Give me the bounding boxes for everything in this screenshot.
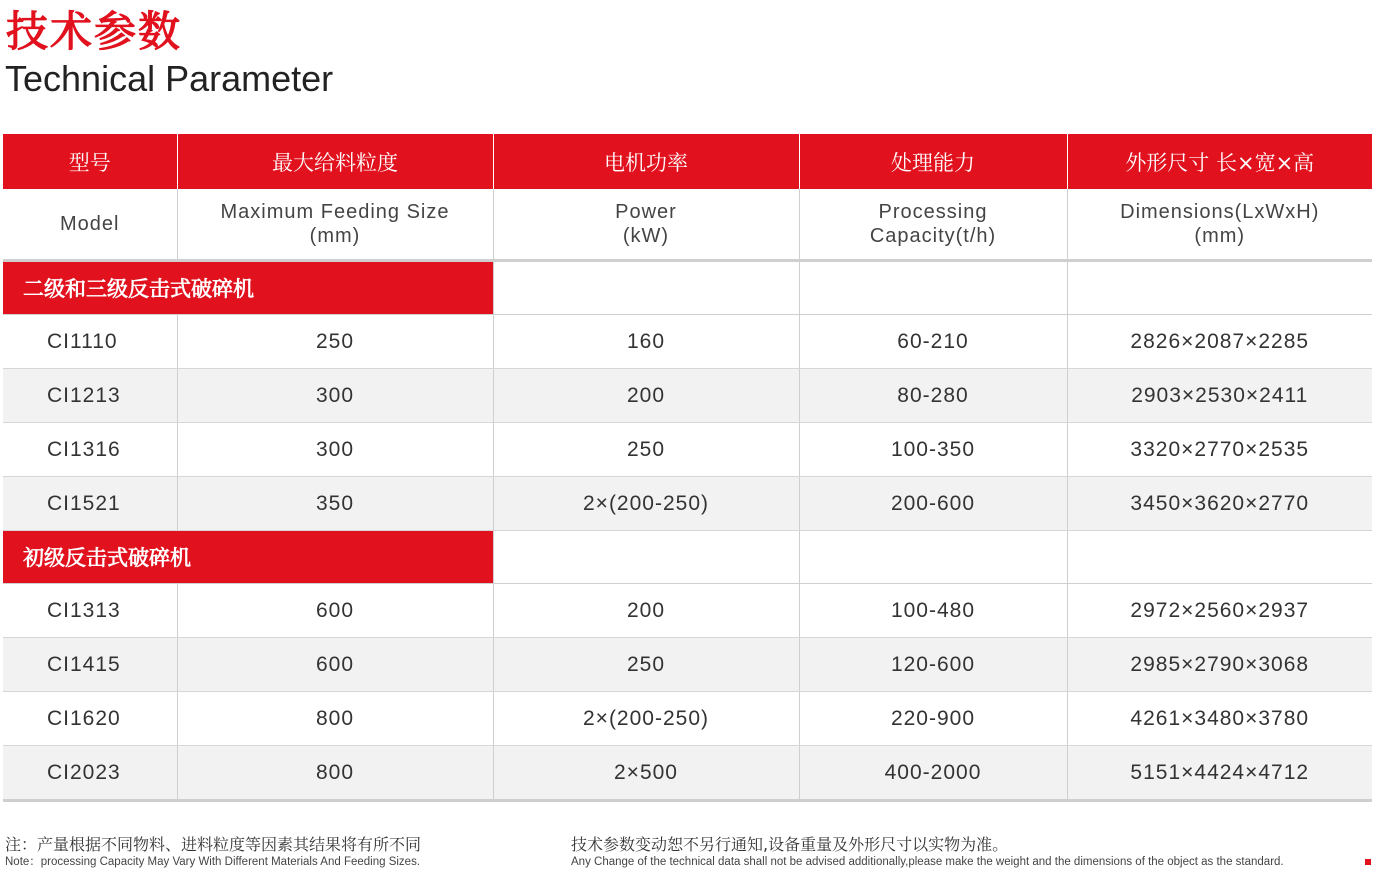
- cell-dimensions: 5151×4424×4712: [1067, 746, 1372, 801]
- note-left-cn: 注：产量根据不同物料、进料粒度等因素其结果将有所不同: [5, 835, 422, 854]
- cell-power: 2×(200-250): [493, 692, 799, 746]
- header-dimensions-cn: 外形尺寸 长×宽×高: [1067, 134, 1372, 189]
- note-right: [571, 835, 1284, 870]
- header-power-cn: 电机功率: [493, 134, 799, 189]
- section-empty-cell: [799, 531, 1067, 584]
- cell-dimensions: 2826×2087×2285: [1067, 315, 1372, 369]
- cell-capacity: 200-600: [799, 477, 1067, 531]
- cell-capacity: 400-2000: [799, 746, 1067, 801]
- header-row-cn: [3, 134, 1372, 189]
- header-feed-size-cn: 最大给料粒度: [177, 134, 493, 189]
- cell-model: CI1313: [3, 584, 177, 638]
- header-capacity-en-line2: Capacity(t/h): [869, 225, 997, 247]
- cell-dimensions: 2972×2560×2937: [1067, 584, 1372, 638]
- cell-feed-size: 600: [177, 584, 493, 638]
- cell-feed-size: 250: [177, 315, 493, 369]
- cell-feed-size: 600: [177, 638, 493, 692]
- header-dimensions-en: [1067, 189, 1372, 261]
- cell-model: CI2023: [3, 746, 177, 801]
- note-left-en: Note：processing Capacity May Vary With Different Materials And Feeding Sizes.: [5, 856, 421, 868]
- section-label: 初级反击式破碎机: [3, 531, 493, 584]
- header-feed-size-en-line2: (mm): [309, 225, 361, 247]
- cell-feed-size: 300: [177, 369, 493, 423]
- cell-capacity: 120-600: [799, 638, 1067, 692]
- section-empty-cell: [1067, 531, 1372, 584]
- header-model-cn: 型号: [3, 134, 177, 189]
- header-dimensions-en-line1: Dimensions(LxWxH): [1120, 201, 1320, 223]
- cell-model: CI1316: [3, 423, 177, 477]
- header-row-en: [3, 189, 1372, 261]
- header-feed-size-en: [177, 189, 493, 261]
- corner-mark: [1365, 859, 1371, 865]
- cell-power: 160: [493, 315, 799, 369]
- table-row: [3, 692, 1372, 746]
- cell-power: 200: [493, 369, 799, 423]
- cell-power: 200: [493, 584, 799, 638]
- page-title-en: Technical Parameter: [5, 58, 334, 99]
- cell-capacity: 220-900: [799, 692, 1067, 746]
- header-capacity-en-line1: Processing: [878, 201, 988, 223]
- note-left: [5, 835, 421, 870]
- cell-feed-size: 800: [177, 746, 493, 801]
- cell-model: CI1620: [3, 692, 177, 746]
- cell-dimensions: 2903×2530×2411: [1067, 369, 1372, 423]
- cell-power: 250: [493, 423, 799, 477]
- section-row: [3, 531, 1372, 584]
- note-right-en: Any Change of the technical data shall not be advised additionally,please make the weight and the dimensions of the object as the standard.: [571, 856, 1284, 868]
- section-empty-cell: [493, 261, 799, 315]
- cell-feed-size: 300: [177, 423, 493, 477]
- section-empty-cell: [1067, 261, 1372, 315]
- header-feed-size-en-line1: Maximum Feeding Size: [220, 201, 450, 223]
- page-title-cn: 技术参数: [6, 7, 183, 56]
- table-row: [3, 315, 1372, 369]
- cell-model: CI1110: [3, 315, 177, 369]
- table-row: [3, 584, 1372, 638]
- header-power-en: [493, 189, 799, 261]
- header-power-en-line2: (kW): [622, 225, 670, 247]
- cell-capacity: 80-280: [799, 369, 1067, 423]
- table-row: [3, 369, 1372, 423]
- table-row: [3, 638, 1372, 692]
- note-right-cn: 技术参数变动恕不另行通知,设备重量及外形尺寸以实物为准。: [571, 835, 1009, 854]
- cell-capacity: 100-480: [799, 584, 1067, 638]
- parameter-table: [3, 134, 1372, 802]
- section-label: 二级和三级反击式破碎机: [3, 261, 493, 315]
- cell-dimensions: 3450×3620×2770: [1067, 477, 1372, 531]
- section-empty-cell: [799, 261, 1067, 315]
- cell-dimensions: 2985×2790×3068: [1067, 638, 1372, 692]
- cell-power: 2×(200-250): [493, 477, 799, 531]
- cell-power: 2×500: [493, 746, 799, 801]
- cell-model: CI1213: [3, 369, 177, 423]
- cell-capacity: 60-210: [799, 315, 1067, 369]
- header-power-en-line1: Power: [615, 201, 677, 223]
- header-model-en-line1: Model: [60, 213, 120, 235]
- header-capacity-cn: 处理能力: [799, 134, 1067, 189]
- table-row: [3, 477, 1372, 531]
- section-row: [3, 261, 1372, 315]
- header-capacity-en: [799, 189, 1067, 261]
- cell-feed-size: 350: [177, 477, 493, 531]
- header-model-en: [3, 189, 177, 261]
- header-dimensions-en-line2: (mm): [1194, 225, 1246, 247]
- section-empty-cell: [493, 531, 799, 584]
- cell-power: 250: [493, 638, 799, 692]
- cell-dimensions: 3320×2770×2535: [1067, 423, 1372, 477]
- cell-feed-size: 800: [177, 692, 493, 746]
- cell-capacity: 100-350: [799, 423, 1067, 477]
- cell-model: CI1415: [3, 638, 177, 692]
- table-row: [3, 746, 1372, 801]
- table-row: [3, 423, 1372, 477]
- cell-dimensions: 4261×3480×3780: [1067, 692, 1372, 746]
- cell-model: CI1521: [3, 477, 177, 531]
